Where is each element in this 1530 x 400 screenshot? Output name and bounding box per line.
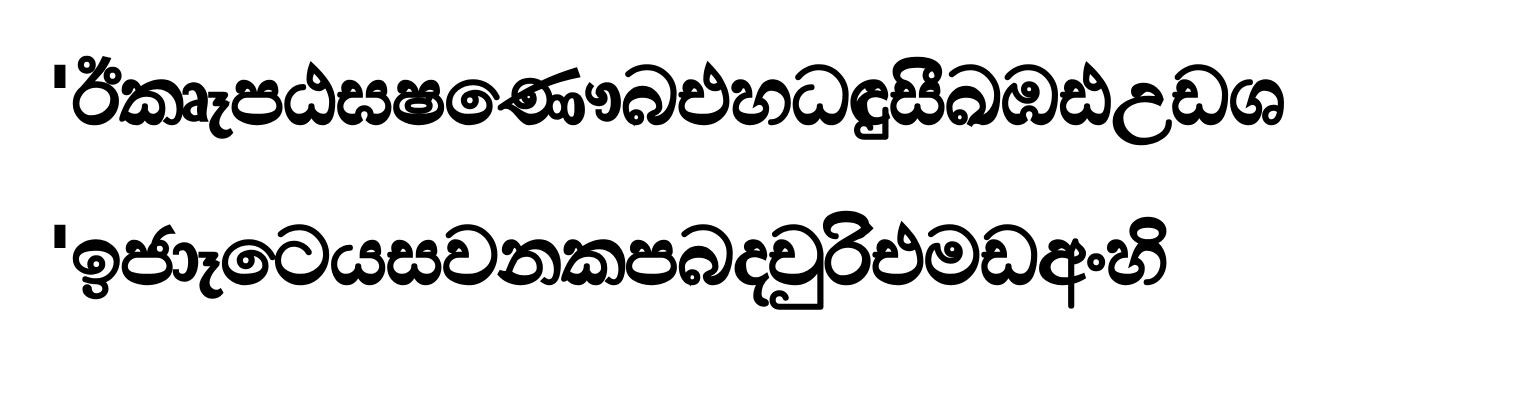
- sample-text-line-1: 'ඊකෘෑපඨඝෂණෞබඑහධඳුසීඛඹඪඋඩශ: [48, 52, 1285, 142]
- sample-text-line-2: 'ඉජාෑටෙයසවනකපබදචුරිඑමඩඅංහි: [48, 212, 1168, 302]
